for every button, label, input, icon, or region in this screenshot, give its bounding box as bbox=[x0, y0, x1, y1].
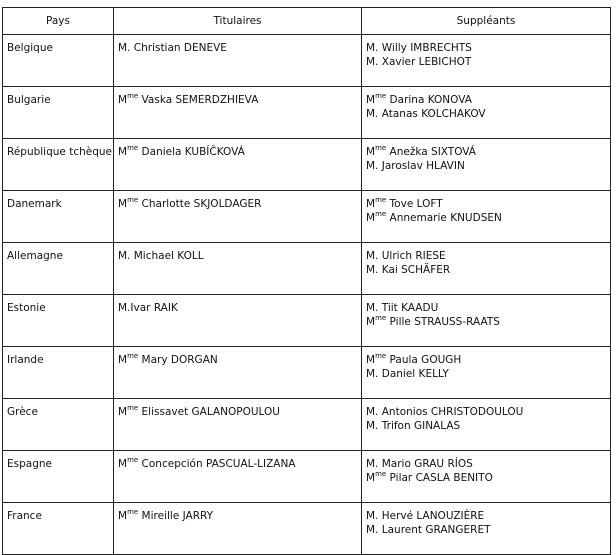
country-cell bbox=[3, 139, 114, 191]
person-name: Mireille JARRY bbox=[141, 510, 214, 522]
country-name: France bbox=[7, 510, 42, 522]
table-row bbox=[3, 451, 611, 503]
header-substitute: Suppléants bbox=[362, 8, 611, 35]
substitute-cell bbox=[362, 295, 611, 347]
person-title: M. bbox=[366, 510, 379, 522]
person-name: Daniel KELLY bbox=[381, 368, 449, 380]
person-title: M. bbox=[366, 250, 379, 262]
person-title-suffix: me bbox=[127, 351, 139, 360]
country-cell bbox=[3, 243, 114, 295]
country-cell bbox=[3, 295, 114, 347]
person-title-suffix: me bbox=[127, 455, 139, 464]
person-title-suffix: me bbox=[375, 313, 387, 322]
person-title: M. bbox=[366, 160, 379, 172]
titular-member bbox=[118, 405, 357, 419]
person-title: M bbox=[366, 212, 376, 224]
country-cell bbox=[3, 451, 114, 503]
person-name: Pille STRAUSS-RAATS bbox=[389, 316, 500, 328]
person-title-suffix: me bbox=[127, 403, 139, 412]
person-name: Christian DENEVE bbox=[133, 42, 227, 54]
table-row bbox=[3, 87, 611, 139]
person-title: M bbox=[366, 354, 376, 366]
country-cell bbox=[3, 87, 114, 139]
table-row bbox=[3, 243, 611, 295]
titular-member bbox=[118, 41, 357, 55]
substitute-member bbox=[366, 367, 606, 381]
person-title: M. bbox=[366, 56, 379, 68]
person-name: Kai SCHÄFER bbox=[381, 264, 451, 276]
person-name: Mario GRAU RÍOS bbox=[381, 458, 473, 470]
substitute-cell bbox=[362, 399, 611, 451]
person-title: M. bbox=[366, 42, 379, 54]
person-name: Concepción PASCUAL-LIZANA bbox=[141, 458, 296, 470]
country-name: Danemark bbox=[7, 198, 62, 210]
titular-member bbox=[118, 145, 357, 159]
substitute-member bbox=[366, 93, 606, 107]
person-name: Hervé LANOUZIÈRE bbox=[381, 510, 485, 522]
table-body bbox=[3, 35, 611, 555]
person-title-suffix: me bbox=[127, 507, 139, 516]
titular-cell bbox=[114, 503, 362, 555]
person-title: M. bbox=[366, 458, 379, 470]
country-name: Grèce bbox=[7, 406, 38, 418]
person-title: M bbox=[118, 146, 128, 158]
titular-cell bbox=[114, 347, 362, 399]
substitute-member bbox=[366, 509, 606, 523]
person-name: Antonios CHRISTODOULOU bbox=[381, 406, 524, 418]
table-row bbox=[3, 399, 611, 451]
substitute-member bbox=[366, 315, 606, 329]
person-name: Tove LOFT bbox=[389, 198, 443, 210]
titular-member bbox=[118, 457, 357, 471]
substitute-member bbox=[366, 145, 606, 159]
person-title-suffix: me bbox=[375, 143, 387, 152]
person-title: M bbox=[366, 146, 376, 158]
person-title-suffix: me bbox=[127, 143, 139, 152]
substitute-cell bbox=[362, 243, 611, 295]
person-name: Ulrich RIESE bbox=[381, 250, 446, 262]
person-name: Daniela KUBÍČKOVÁ bbox=[141, 146, 245, 158]
person-title: M. bbox=[366, 302, 379, 314]
country-name: République tchèque bbox=[7, 146, 113, 158]
country-cell bbox=[3, 191, 114, 243]
person-name: Laurent GRANGERET bbox=[381, 524, 491, 536]
person-name: Elissavet GALANOPOULOU bbox=[141, 406, 280, 418]
person-title-suffix: me bbox=[375, 351, 387, 360]
person-name: Trifon GINALAS bbox=[381, 420, 461, 432]
person-title-suffix: me bbox=[375, 195, 387, 204]
substitute-cell bbox=[362, 191, 611, 243]
person-title-suffix: me bbox=[375, 209, 387, 218]
substitute-member bbox=[366, 405, 606, 419]
titular-member bbox=[118, 301, 357, 315]
country-name: Espagne bbox=[7, 458, 52, 470]
person-name: RAIK bbox=[153, 302, 178, 314]
substitute-cell bbox=[362, 347, 611, 399]
person-title: M. bbox=[366, 420, 379, 432]
table-row bbox=[3, 139, 611, 191]
titular-member bbox=[118, 353, 357, 367]
person-title: M bbox=[118, 94, 128, 106]
person-title: M bbox=[366, 198, 376, 210]
person-name: Mary DORGAN bbox=[141, 354, 218, 366]
person-title-suffix: me bbox=[375, 91, 387, 100]
header-titular: Titulaires bbox=[114, 8, 362, 35]
substitute-cell bbox=[362, 35, 611, 87]
substitute-member bbox=[366, 249, 606, 263]
table-row bbox=[3, 295, 611, 347]
titular-cell bbox=[114, 295, 362, 347]
person-title: M bbox=[118, 354, 128, 366]
person-name: Tiit KAADU bbox=[381, 302, 439, 314]
person-name: Annemarie KNUDSEN bbox=[389, 212, 502, 224]
substitute-member bbox=[366, 107, 606, 121]
substitute-member bbox=[366, 41, 606, 55]
person-title: M bbox=[118, 510, 128, 522]
person-title: M bbox=[118, 198, 128, 210]
substitute-member bbox=[366, 55, 606, 69]
person-name: Vaska SEMERDZHIEVA bbox=[141, 94, 259, 106]
substitute-member bbox=[366, 457, 606, 471]
person-name: Xavier LEBICHOT bbox=[381, 56, 472, 68]
person-name: Jaroslav HLAVIN bbox=[381, 160, 465, 172]
person-name: Anežka SIXTOVÁ bbox=[389, 146, 476, 158]
country-cell bbox=[3, 503, 114, 555]
person-title: M bbox=[118, 406, 128, 418]
person-name: Darina KONOVA bbox=[389, 94, 472, 106]
person-title-suffix: me bbox=[375, 469, 387, 478]
substitute-member bbox=[366, 471, 606, 485]
country-cell bbox=[3, 399, 114, 451]
person-name: Atanas KOLCHAKOV bbox=[381, 108, 486, 120]
country-name: Allemagne bbox=[7, 250, 63, 262]
person-title: M bbox=[366, 472, 376, 484]
table-row bbox=[3, 35, 611, 87]
person-name: Paula GOUGH bbox=[389, 354, 462, 366]
person-title: M. bbox=[366, 406, 379, 418]
person-name: Pilar CASLA BENITO bbox=[389, 472, 493, 484]
titular-cell bbox=[114, 399, 362, 451]
header-country: Pays bbox=[3, 8, 114, 35]
table-row bbox=[3, 503, 611, 555]
titular-cell bbox=[114, 87, 362, 139]
substitute-member bbox=[366, 159, 606, 173]
substitute-member bbox=[366, 197, 606, 211]
person-title: M. bbox=[118, 42, 131, 54]
person-title-suffix: me bbox=[127, 195, 139, 204]
country-name: Bulgarie bbox=[7, 94, 51, 106]
country-name: Estonie bbox=[7, 302, 46, 314]
titular-member bbox=[118, 249, 357, 263]
titular-member bbox=[118, 197, 357, 211]
titular-cell bbox=[114, 191, 362, 243]
person-title: M. bbox=[366, 108, 379, 120]
person-title: M. bbox=[366, 524, 379, 536]
substitute-member bbox=[366, 301, 606, 315]
country-cell bbox=[3, 35, 114, 87]
substitute-member bbox=[366, 523, 606, 537]
person-name: Charlotte SKJOLDAGER bbox=[141, 198, 262, 210]
person-title: M. bbox=[366, 264, 379, 276]
titular-cell bbox=[114, 243, 362, 295]
titular-member bbox=[118, 509, 357, 523]
titular-cell bbox=[114, 35, 362, 87]
titular-member bbox=[118, 93, 357, 107]
substitute-member bbox=[366, 419, 606, 433]
table-row bbox=[3, 347, 611, 399]
titular-cell bbox=[114, 451, 362, 503]
substitute-member bbox=[366, 211, 606, 225]
person-title: M. bbox=[366, 368, 379, 380]
header-row bbox=[3, 8, 611, 35]
country-cell bbox=[3, 347, 114, 399]
person-title: M.Ivar bbox=[118, 302, 151, 314]
substitute-cell bbox=[362, 503, 611, 555]
person-name: Michael KOLL bbox=[133, 250, 204, 262]
substitute-cell bbox=[362, 139, 611, 191]
person-title-suffix: me bbox=[127, 91, 139, 100]
titular-cell bbox=[114, 139, 362, 191]
person-title: M bbox=[118, 458, 128, 470]
country-name: Irlande bbox=[7, 354, 44, 366]
table-row bbox=[3, 191, 611, 243]
person-title: M bbox=[366, 94, 376, 106]
substitute-cell bbox=[362, 87, 611, 139]
members-table bbox=[2, 7, 611, 555]
substitute-member bbox=[366, 263, 606, 277]
person-title: M. bbox=[118, 250, 131, 262]
person-title: M bbox=[366, 316, 376, 328]
substitute-member bbox=[366, 353, 606, 367]
person-name: Willy IMBRECHTS bbox=[381, 42, 472, 54]
country-name: Belgique bbox=[7, 42, 53, 54]
substitute-cell bbox=[362, 451, 611, 503]
